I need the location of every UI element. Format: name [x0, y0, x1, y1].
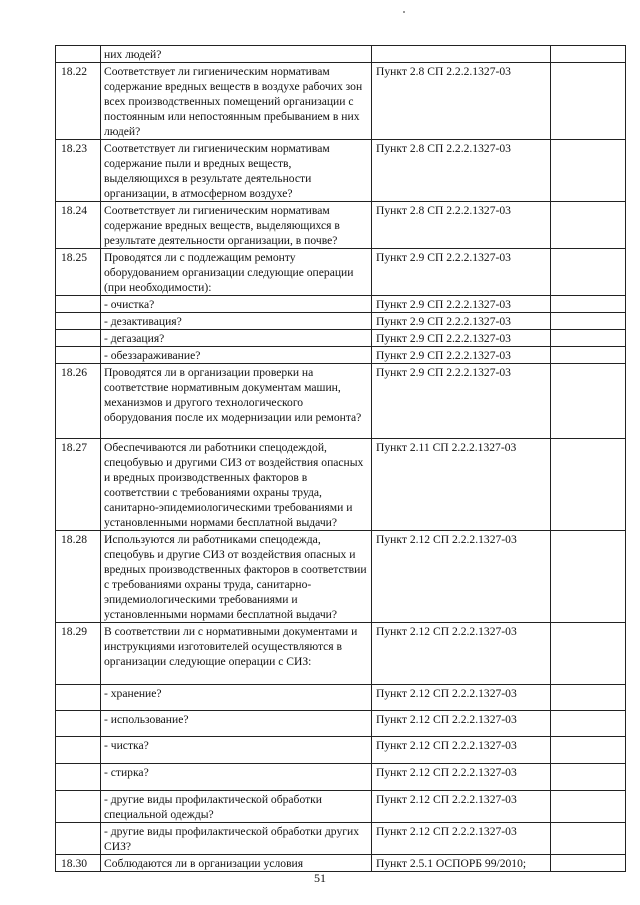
- regulation-reference-cell: Пункт 2.8 СП 2.2.2.1327-03: [372, 140, 551, 202]
- table-row: [56, 791, 626, 823]
- compliance-mark-cell: [551, 46, 626, 63]
- item-number-cell: 18.25: [56, 249, 101, 296]
- compliance-mark-cell: [551, 711, 626, 737]
- requirement-question-cell: - использование?: [101, 711, 372, 737]
- regulation-reference-cell: Пункт 2.9 СП 2.2.2.1327-03: [372, 296, 551, 313]
- table-row: [56, 313, 626, 330]
- item-number-cell: 18.22: [56, 63, 101, 140]
- table-row: [56, 330, 626, 347]
- regulation-reference-cell: Пункт 2.9 СП 2.2.2.1327-03: [372, 364, 551, 439]
- table-row: [56, 202, 626, 249]
- item-number-cell: [56, 46, 101, 63]
- regulation-reference-cell: Пункт 2.8 СП 2.2.2.1327-03: [372, 202, 551, 249]
- regulation-reference-cell: Пункт 2.5.1 ОСПОРБ 99/2010;: [372, 855, 551, 872]
- item-number-cell: [56, 737, 101, 764]
- regulation-reference-cell: Пункт 2.12 СП 2.2.2.1327-03: [372, 623, 551, 685]
- requirement-question-cell: Соответствует ли гигиеническим нормативам содержание вредных веществ в воздухе рабочих зон всех производственных помещений организации с постоянным или непостоянным пребыванием в них людей?: [101, 63, 372, 140]
- compliance-mark-cell: [551, 249, 626, 296]
- item-number-cell: 18.26: [56, 364, 101, 439]
- requirement-question-cell: Проводятся ли в организации проверки на соответствие нормативным документам машин, механизмов и другого технологического оборудования после их модернизации или ремонта?: [101, 364, 372, 439]
- regulation-reference-cell: Пункт 2.12 СП 2.2.2.1327-03: [372, 764, 551, 791]
- requirement-question-cell: Обеспечиваются ли работники спецодеждой, спецобувью и другими СИЗ от воздействия опасных и вредных производственных факторов в соответствии с требованиями охраны труда, санитарно-эпидемиологическими требованиями и установленными нормами бесплатной выдачи?: [101, 439, 372, 531]
- compliance-mark-cell: [551, 764, 626, 791]
- item-number-cell: [56, 823, 101, 855]
- table-row: [56, 823, 626, 855]
- table-row: [56, 364, 626, 439]
- requirement-question-cell: Проводятся ли с подлежащим ремонту оборудованием организации следующие операции (при необходимости):: [101, 249, 372, 296]
- compliance-mark-cell: [551, 439, 626, 531]
- regulation-reference-cell: Пункт 2.9 СП 2.2.2.1327-03: [372, 313, 551, 330]
- item-number-cell: 18.23: [56, 140, 101, 202]
- scan-speck: [403, 11, 405, 13]
- requirement-question-cell: Используются ли работниками спецодежда, спецобувь и другие СИЗ от воздействия опасных и вредных производственных факторов в соответствии с требованиями охраны труда, санитарно-эпидемиологическими требованиями и установленными нормами бесплатной выдачи?: [101, 531, 372, 623]
- table-row: [56, 46, 626, 63]
- item-number-cell: 18.27: [56, 439, 101, 531]
- compliance-mark-cell: [551, 623, 626, 685]
- table-row: [56, 347, 626, 364]
- item-number-cell: 18.29: [56, 623, 101, 685]
- regulation-reference-cell: Пункт 2.8 СП 2.2.2.1327-03: [372, 63, 551, 140]
- table-row: [56, 711, 626, 737]
- item-number-cell: [56, 347, 101, 364]
- compliance-mark-cell: [551, 685, 626, 711]
- compliance-mark-cell: [551, 202, 626, 249]
- compliance-mark-cell: [551, 63, 626, 140]
- compliance-mark-cell: [551, 791, 626, 823]
- compliance-mark-cell: [551, 737, 626, 764]
- regulation-reference-cell: Пункт 2.9 СП 2.2.2.1327-03: [372, 330, 551, 347]
- compliance-mark-cell: [551, 364, 626, 439]
- requirement-question-cell: них людей?: [101, 46, 372, 63]
- item-number-cell: [56, 764, 101, 791]
- item-number-cell: [56, 685, 101, 711]
- table-row: [56, 63, 626, 140]
- checklist-table-body: [56, 46, 626, 872]
- table-row: [56, 249, 626, 296]
- regulation-reference-cell: Пункт 2.12 СП 2.2.2.1327-03: [372, 823, 551, 855]
- requirement-question-cell: - очистка?: [101, 296, 372, 313]
- compliance-mark-cell: [551, 330, 626, 347]
- table-row: [56, 855, 626, 872]
- regulation-reference-cell: Пункт 2.9 СП 2.2.2.1327-03: [372, 249, 551, 296]
- requirement-question-cell: Соответствует ли гигиеническим нормативам содержание вредных веществ, выделяющихся в результате деятельности организации, в почве?: [101, 202, 372, 249]
- checklist-table: [55, 45, 626, 872]
- table-row: [56, 439, 626, 531]
- requirement-question-cell: - хранение?: [101, 685, 372, 711]
- item-number-cell: [56, 330, 101, 347]
- item-number-cell: 18.30: [56, 855, 101, 872]
- requirement-question-cell: - чистка?: [101, 737, 372, 764]
- item-number-cell: [56, 313, 101, 330]
- requirement-question-cell: - дегазация?: [101, 330, 372, 347]
- table-row: [56, 623, 626, 685]
- compliance-mark-cell: [551, 313, 626, 330]
- compliance-mark-cell: [551, 823, 626, 855]
- requirement-question-cell: Соответствует ли гигиеническим нормативам содержание пыли и вредных веществ, выделяющихся в результате деятельности организации, в атмосферном воздухе?: [101, 140, 372, 202]
- regulation-reference-cell: Пункт 2.12 СП 2.2.2.1327-03: [372, 737, 551, 764]
- item-number-cell: 18.24: [56, 202, 101, 249]
- requirement-question-cell: Соблюдаются ли в организации условия: [101, 855, 372, 872]
- compliance-mark-cell: [551, 140, 626, 202]
- table-row: [56, 685, 626, 711]
- requirement-question-cell: - дезактивация?: [101, 313, 372, 330]
- requirement-question-cell: - стирка?: [101, 764, 372, 791]
- compliance-mark-cell: [551, 531, 626, 623]
- requirement-question-cell: - обеззараживание?: [101, 347, 372, 364]
- item-number-cell: [56, 296, 101, 313]
- regulation-reference-cell: Пункт 2.12 СП 2.2.2.1327-03: [372, 531, 551, 623]
- regulation-reference-cell: Пункт 2.12 СП 2.2.2.1327-03: [372, 711, 551, 737]
- page-number: 51: [314, 871, 326, 885]
- table-row: [56, 737, 626, 764]
- item-number-cell: [56, 711, 101, 737]
- table-row: [56, 764, 626, 791]
- table-row: [56, 296, 626, 313]
- item-number-cell: 18.28: [56, 531, 101, 623]
- requirement-question-cell: - другие виды профилактической обработки специальной одежды?: [101, 791, 372, 823]
- item-number-cell: [56, 791, 101, 823]
- compliance-mark-cell: [551, 296, 626, 313]
- regulation-reference-cell: Пункт 2.12 СП 2.2.2.1327-03: [372, 791, 551, 823]
- regulation-reference-cell: Пункт 2.9 СП 2.2.2.1327-03: [372, 347, 551, 364]
- regulation-reference-cell: [372, 46, 551, 63]
- regulation-reference-cell: Пункт 2.12 СП 2.2.2.1327-03: [372, 685, 551, 711]
- table-row: [56, 531, 626, 623]
- compliance-mark-cell: [551, 855, 626, 872]
- table-row: [56, 140, 626, 202]
- regulation-reference-cell: Пункт 2.11 СП 2.2.2.1327-03: [372, 439, 551, 531]
- requirement-question-cell: - другие виды профилактической обработки других СИЗ?: [101, 823, 372, 855]
- requirement-question-cell: В соответствии ли с нормативными документами и инструкциями изготовителей осуществляются в организации следующие операции с СИЗ:: [101, 623, 372, 685]
- compliance-mark-cell: [551, 347, 626, 364]
